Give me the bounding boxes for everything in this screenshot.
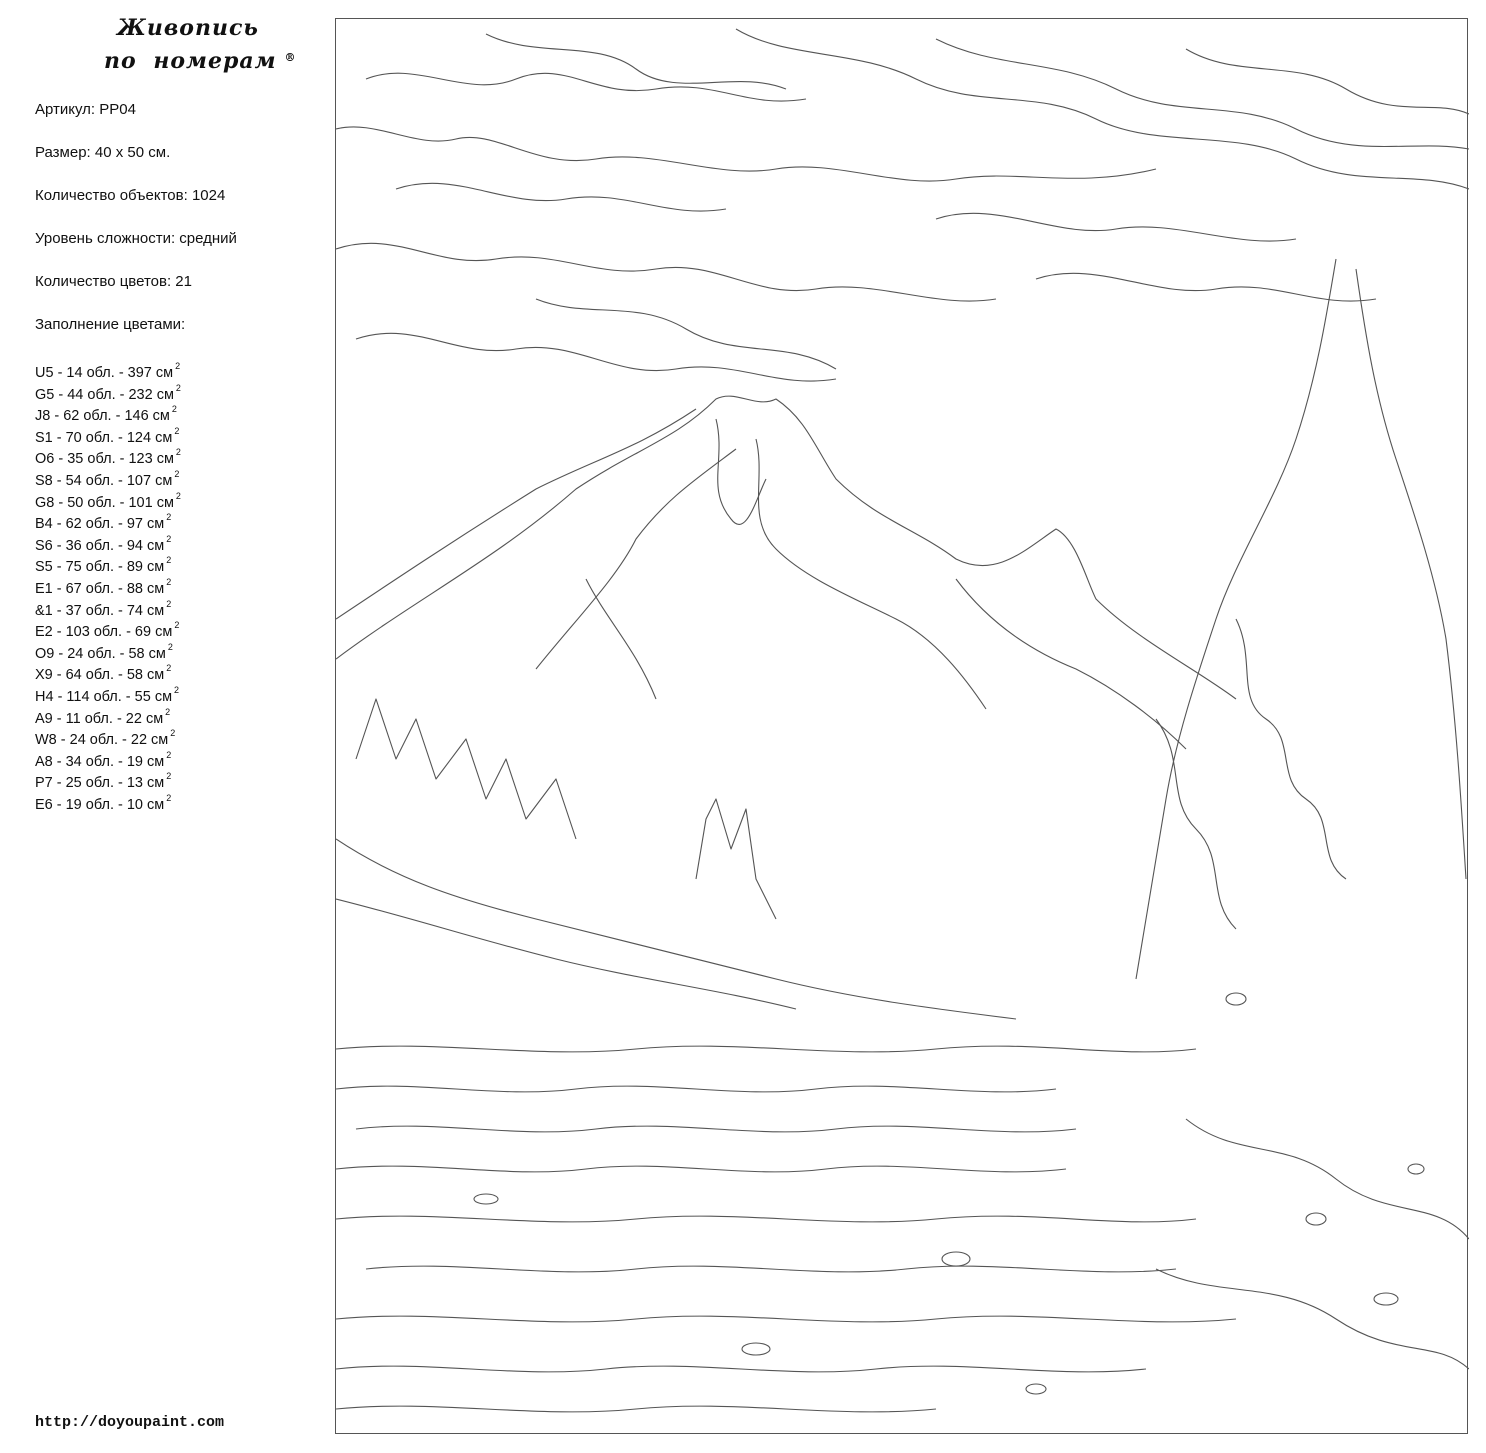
- legend-item: [35, 682, 181, 704]
- legend-item-text: E2 - 103 обл. - 69 см: [35, 623, 173, 640]
- legend-item-superscript: 2: [166, 512, 172, 523]
- article-label: Артикул: PP04: [35, 101, 136, 118]
- legend-item-text: A8 - 34 обл. - 19 см: [35, 753, 165, 770]
- brand-line-1: Живопись: [117, 15, 259, 41]
- website-url[interactable]: http://doyoupaint.com: [35, 1414, 225, 1431]
- legend-item-superscript: 2: [170, 728, 176, 739]
- legend-item: [35, 531, 181, 553]
- product-info: [35, 100, 237, 358]
- legend-item-text: W8 - 24 обл. - 22 см: [35, 731, 169, 748]
- colors-count-label: Количество цветов: 21: [35, 273, 192, 290]
- difficulty-label: Уровень сложности: средний: [35, 230, 237, 247]
- legend-item-text: X9 - 64 обл. - 58 см: [35, 667, 165, 684]
- line-art: [336, 19, 1469, 1435]
- legend-item: [35, 509, 181, 531]
- legend-item-superscript: 2: [166, 749, 172, 760]
- legend-item-text: G8 - 50 обл. - 101 см: [35, 494, 174, 511]
- mountain-outlines: [336, 396, 1236, 749]
- legend-item-superscript: 2: [166, 663, 172, 674]
- legend-item: [35, 466, 181, 488]
- size-label: Размер: 40 х 50 см.: [35, 144, 171, 161]
- legend-item: [35, 747, 181, 769]
- legend-item-superscript: 2: [166, 555, 172, 566]
- legend-item-superscript: 2: [165, 706, 171, 717]
- legend-item-text: O6 - 35 обл. - 123 см: [35, 451, 174, 468]
- legend-item: [35, 660, 181, 682]
- legend-item-superscript: 2: [166, 598, 172, 609]
- legend-item: [35, 768, 181, 790]
- registered-mark: ®: [284, 51, 297, 64]
- fill-heading: Заполнение цветами:: [35, 316, 186, 333]
- legend-item: [35, 617, 181, 639]
- legend-item-text: H4 - 114 обл. - 55 см: [35, 688, 173, 705]
- legend-item-superscript: 2: [175, 447, 181, 458]
- legend-item-superscript: 2: [166, 576, 172, 587]
- legend-item-superscript: 2: [175, 361, 181, 371]
- legend-item-superscript: 2: [174, 425, 180, 436]
- legend-item: [35, 704, 181, 726]
- legend-item: [35, 552, 181, 574]
- legend-item-superscript: 2: [166, 792, 172, 803]
- legend-item: [35, 725, 181, 747]
- tree-outlines: [336, 259, 1466, 1019]
- legend-item-superscript: 2: [174, 684, 180, 695]
- legend-item: [35, 444, 181, 466]
- legend-item: [35, 401, 181, 423]
- detail-outlines: [474, 993, 1424, 1394]
- legend-item-text: E1 - 67 обл. - 88 см: [35, 580, 165, 597]
- legend-item: [35, 358, 181, 380]
- legend-item: [35, 380, 181, 402]
- objects-count-label: Количество объектов: 1024: [35, 187, 226, 204]
- legend-item-superscript: 2: [175, 382, 181, 393]
- legend-item-text: S6 - 36 обл. - 94 см: [35, 537, 165, 554]
- legend-item: [35, 639, 181, 661]
- legend-item: [35, 574, 181, 596]
- brand-line-2-text: по номерам: [104, 48, 277, 74]
- legend-item: [35, 423, 181, 445]
- legend-item: [35, 488, 181, 510]
- legend-item: [35, 790, 181, 812]
- legend-item-superscript: 2: [166, 533, 172, 544]
- coloring-canvas: [335, 18, 1468, 1434]
- legend-item-text: P7 - 25 обл. - 13 см: [35, 775, 165, 792]
- legend-item-superscript: 2: [171, 404, 177, 415]
- legend-item-text: S5 - 75 обл. - 89 см: [35, 559, 165, 576]
- legend-item-text: G5 - 44 обл. - 232 см: [35, 386, 174, 403]
- legend-item-superscript: 2: [167, 641, 173, 652]
- color-legend: [35, 358, 181, 811]
- legend-item-text: S1 - 70 обл. - 124 см: [35, 429, 173, 446]
- legend-item-superscript: 2: [175, 490, 181, 501]
- legend-item-text: S8 - 54 обл. - 107 см: [35, 472, 173, 489]
- legend-item-text: A9 - 11 обл. - 22 см: [35, 710, 164, 727]
- legend-item-text: &1 - 37 обл. - 74 см: [35, 602, 165, 619]
- legend-item-text: U5 - 14 обл. - 397 см: [35, 364, 174, 381]
- legend-item-text: O9 - 24 обл. - 58 см: [35, 645, 166, 662]
- water-outlines: [336, 1046, 1469, 1412]
- legend-item-superscript: 2: [174, 468, 180, 479]
- legend-item-text: E6 - 19 обл. - 10 см: [35, 796, 165, 813]
- legend-item-text: J8 - 62 обл. - 146 см: [35, 408, 170, 425]
- legend-item-superscript: 2: [166, 771, 172, 782]
- legend-item-superscript: 2: [174, 620, 180, 631]
- legend-item: [35, 596, 181, 618]
- cloud-outlines: [336, 29, 1469, 381]
- brand-line-2: [104, 45, 300, 78]
- legend-item-text: B4 - 62 обл. - 97 см: [35, 515, 165, 532]
- brand-title: [100, 12, 300, 78]
